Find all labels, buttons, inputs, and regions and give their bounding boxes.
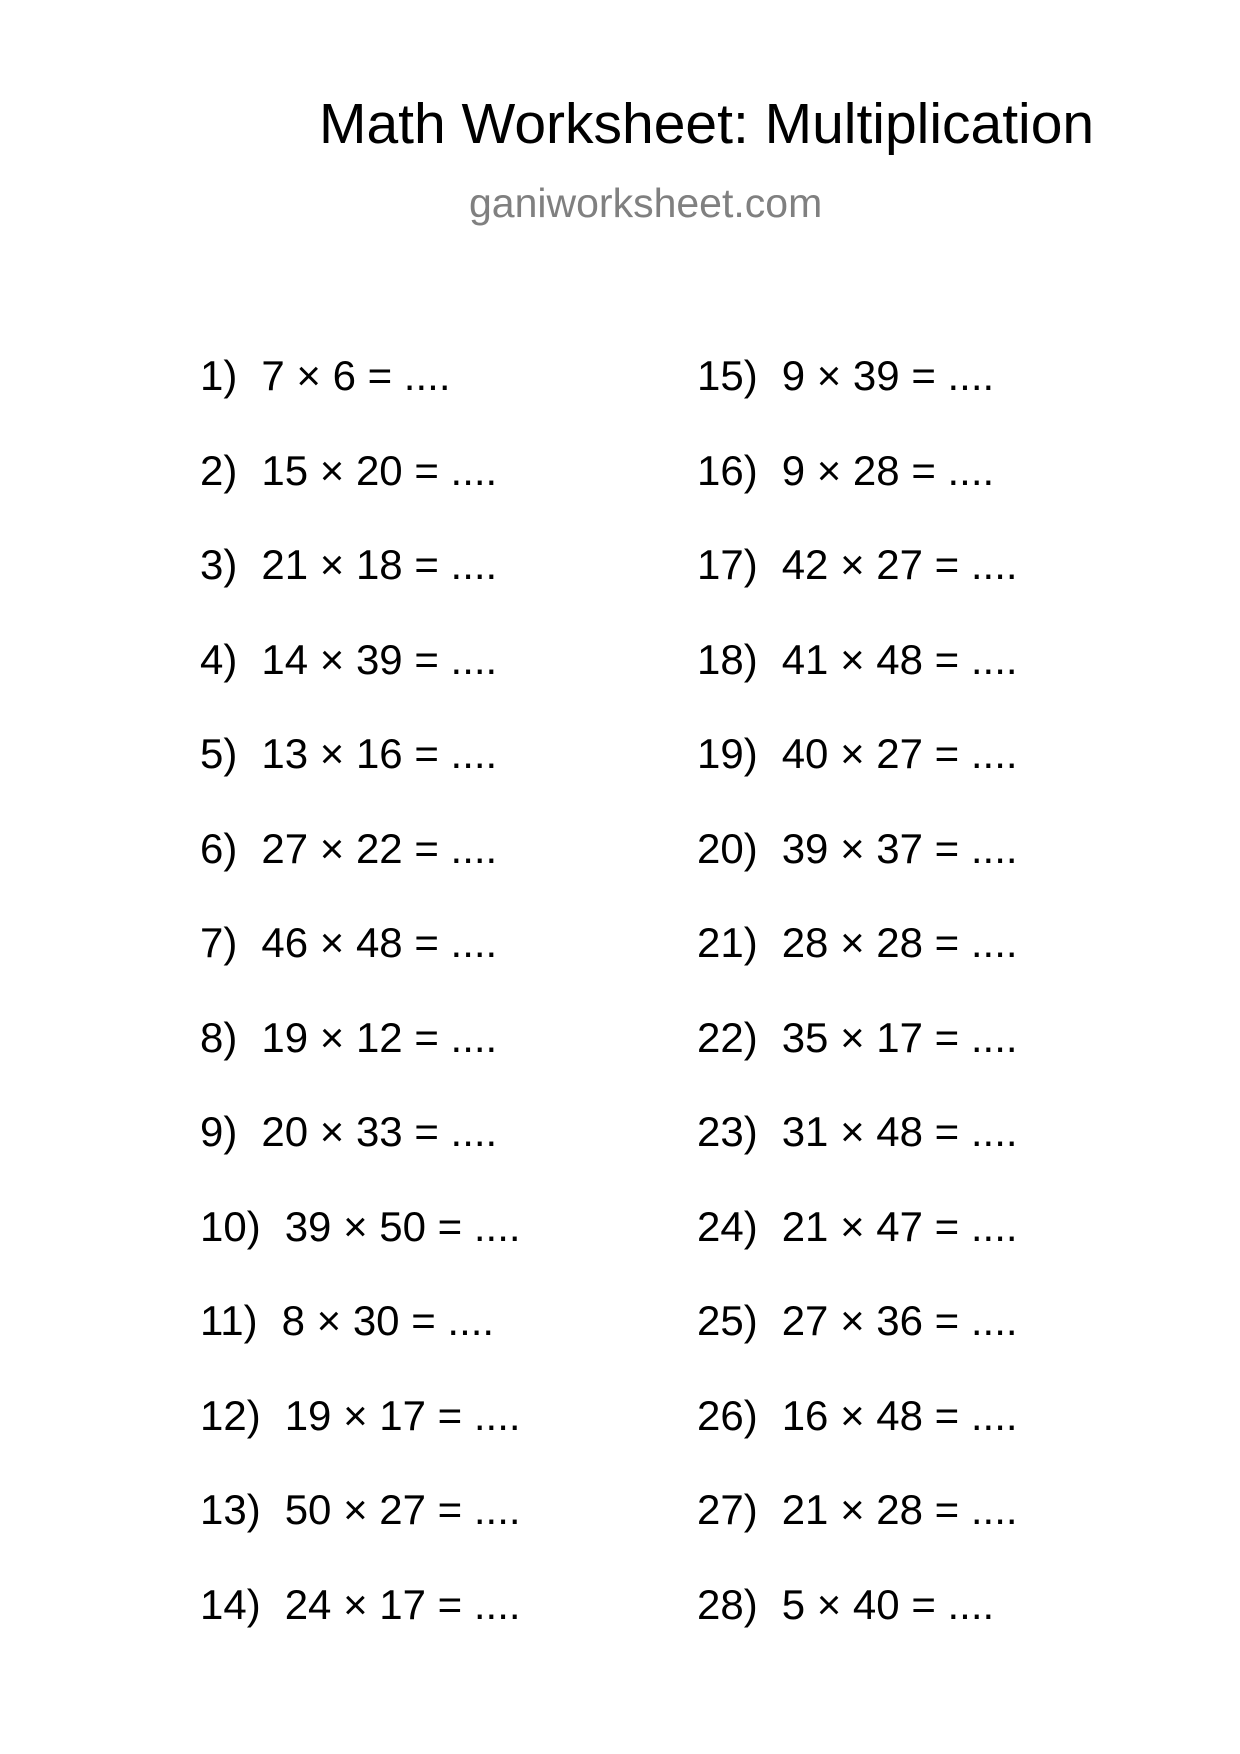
problem-number: 27) bbox=[697, 1486, 758, 1533]
problem-item bbox=[697, 541, 1018, 588]
problem-expression: 21 × 47 = .... bbox=[781, 1203, 1018, 1250]
problem-expression: 21 × 28 = .... bbox=[781, 1486, 1018, 1533]
problem-item bbox=[697, 636, 1018, 683]
problem-item bbox=[697, 1014, 1018, 1061]
problem-number: 3) bbox=[200, 541, 238, 588]
problem-item bbox=[697, 1297, 1018, 1344]
problem-expression: 21 × 18 = .... bbox=[261, 541, 498, 588]
problem-item bbox=[697, 825, 1018, 872]
problem-number: 19) bbox=[697, 730, 758, 777]
problem-number: 28) bbox=[697, 1581, 758, 1628]
problem-number: 17) bbox=[697, 541, 758, 588]
problem-item bbox=[200, 730, 498, 777]
problem-expression: 39 × 50 = .... bbox=[284, 1203, 521, 1250]
problem-expression: 28 × 28 = .... bbox=[781, 919, 1018, 966]
problem-expression: 14 × 39 = .... bbox=[261, 636, 498, 683]
problem-number: 18) bbox=[697, 636, 758, 683]
problem-number: 7) bbox=[200, 919, 238, 966]
problem-expression: 15 × 20 = .... bbox=[261, 447, 498, 494]
problem-number: 1) bbox=[200, 352, 238, 399]
problem-item bbox=[200, 1108, 498, 1155]
problem-number: 9) bbox=[200, 1108, 238, 1155]
problem-number: 6) bbox=[200, 825, 238, 872]
problem-expression: 19 × 17 = .... bbox=[284, 1392, 521, 1439]
problem-item bbox=[697, 730, 1018, 777]
problem-number: 10) bbox=[200, 1203, 261, 1250]
problem-expression: 16 × 48 = .... bbox=[781, 1392, 1018, 1439]
problem-item bbox=[200, 1581, 521, 1628]
problem-expression: 5 × 40 = .... bbox=[781, 1581, 995, 1628]
problem-expression: 20 × 33 = .... bbox=[261, 1108, 498, 1155]
problem-number: 20) bbox=[697, 825, 758, 872]
problem-number: 12) bbox=[200, 1392, 261, 1439]
problem-number: 2) bbox=[200, 447, 238, 494]
problem-expression: 35 × 17 = .... bbox=[781, 1014, 1018, 1061]
problem-item bbox=[697, 1486, 1018, 1533]
problem-number: 5) bbox=[200, 730, 238, 777]
problem-item bbox=[200, 541, 498, 588]
problem-item bbox=[697, 1392, 1018, 1439]
worksheet-source: ganiworksheet.com bbox=[469, 180, 823, 226]
problem-expression: 19 × 12 = .... bbox=[261, 1014, 498, 1061]
problem-item bbox=[200, 919, 498, 966]
problem-item bbox=[697, 447, 995, 494]
problem-expression: 9 × 39 = .... bbox=[781, 352, 995, 399]
problem-expression: 41 × 48 = .... bbox=[781, 636, 1018, 683]
problem-expression: 27 × 22 = .... bbox=[261, 825, 498, 872]
problem-expression: 7 × 6 = .... bbox=[261, 352, 451, 399]
problem-item bbox=[697, 919, 1018, 966]
problem-item bbox=[697, 1108, 1018, 1155]
problem-expression: 9 × 28 = .... bbox=[781, 447, 995, 494]
problem-expression: 39 × 37 = .... bbox=[781, 825, 1018, 872]
problem-number: 8) bbox=[200, 1014, 238, 1061]
problem-item bbox=[200, 352, 451, 399]
problem-number: 24) bbox=[697, 1203, 758, 1250]
problem-expression: 13 × 16 = .... bbox=[261, 730, 498, 777]
problem-expression: 40 × 27 = .... bbox=[781, 730, 1018, 777]
problem-item bbox=[200, 1392, 521, 1439]
problem-item bbox=[697, 352, 995, 399]
problem-expression: 50 × 27 = .... bbox=[284, 1486, 521, 1533]
worksheet-title-text: Math Worksheet: Multiplication bbox=[319, 92, 1095, 156]
problem-number: 22) bbox=[697, 1014, 758, 1061]
problem-item bbox=[200, 447, 498, 494]
problem-number: 25) bbox=[697, 1297, 758, 1344]
problem-number: 16) bbox=[697, 447, 758, 494]
problem-number: 11) bbox=[200, 1297, 258, 1344]
problem-item bbox=[200, 1297, 495, 1344]
problem-expression: 27 × 36 = .... bbox=[781, 1297, 1018, 1344]
problem-expression: 24 × 17 = .... bbox=[284, 1581, 521, 1628]
problem-expression: 8 × 30 = .... bbox=[281, 1297, 495, 1344]
problem-number: 26) bbox=[697, 1392, 758, 1439]
problem-item bbox=[697, 1203, 1018, 1250]
problem-item bbox=[200, 825, 498, 872]
problem-item bbox=[697, 1581, 995, 1628]
problem-number: 14) bbox=[200, 1581, 261, 1628]
problem-item bbox=[200, 1014, 498, 1061]
problem-expression: 46 × 48 = .... bbox=[261, 919, 498, 966]
problem-expression: 42 × 27 = .... bbox=[781, 541, 1018, 588]
problem-number: 15) bbox=[697, 352, 758, 399]
problem-expression: 31 × 48 = .... bbox=[781, 1108, 1018, 1155]
problem-number: 23) bbox=[697, 1108, 758, 1155]
problem-item bbox=[200, 1203, 521, 1250]
problem-number: 21) bbox=[697, 919, 758, 966]
problem-number: 4) bbox=[200, 636, 238, 683]
problem-item bbox=[200, 636, 498, 683]
problem-item bbox=[200, 1486, 521, 1533]
problem-number: 13) bbox=[200, 1486, 261, 1533]
